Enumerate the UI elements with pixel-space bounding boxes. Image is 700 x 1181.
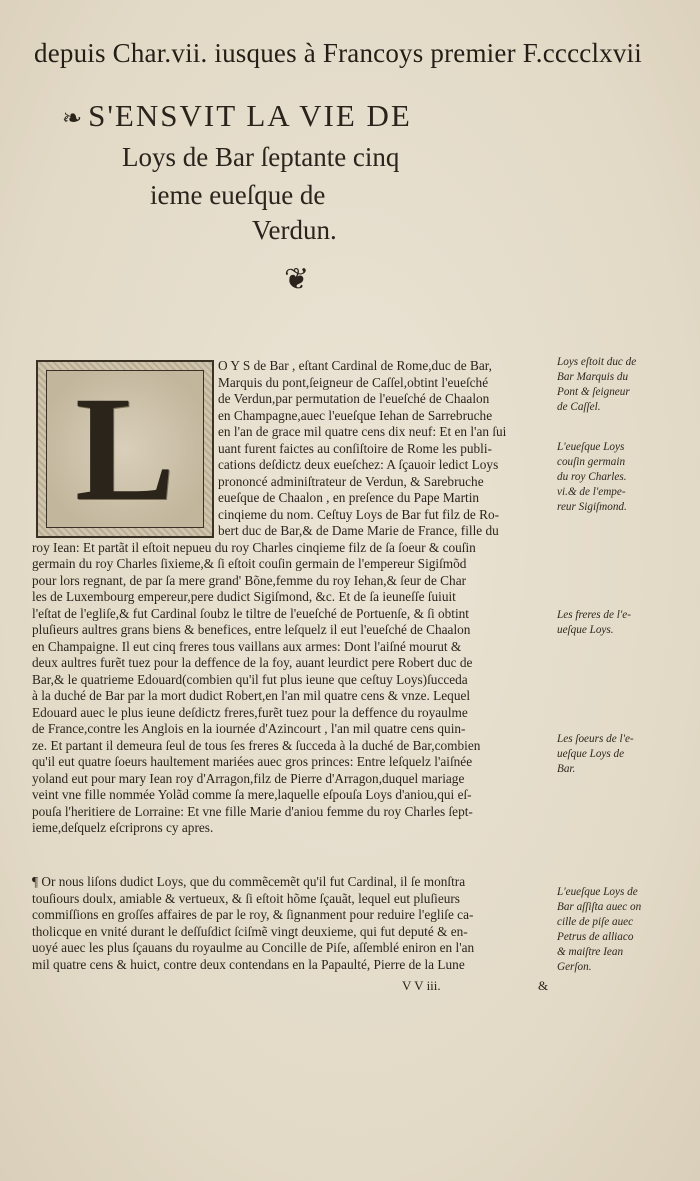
fleuron-icon: ❦ (284, 263, 310, 296)
text-line: prononcé adminiſtrateur de Verdun, & Sarebruche (218, 473, 484, 489)
text-line: mil quatre cens & huict, contre deux contendans en la Papaulté, Pierre de la Lune (32, 956, 465, 972)
text-line: les de Luxembourg empereur,pere dudict Sigiſmond, &c. Et de ſa ieuneſſe ſuiuit (32, 589, 456, 604)
chapter-title-line-4: Verdun. (252, 215, 337, 245)
note-line: Petrus de alliaco (557, 931, 634, 943)
text-line: uoyé auec les plus ſçauans du royaulme au Concille de Piſe, aſſemblé eniron en l'an (32, 940, 475, 955)
text-line: à la duché de Bar par la mort dudict Robert,en l'an mil quatre cens & vnze. Lequel (32, 688, 471, 703)
text-line: pouſa l'heritiere de Lorraine: Et vne fille Marie d'aniou femme du roy Charles ſept- (32, 803, 473, 819)
note-line: Les ſoeurs de l'e- (557, 733, 634, 745)
note-line: du roy Charles. (557, 471, 627, 483)
note-line: cille de piſe auec (557, 916, 634, 928)
text-line: pour lors regnant, de par ſa mere grand' Bõne,femme du roy Iehan,& ſeur de Char (32, 572, 467, 588)
text-line: en l'an de grace mil quatre cens dix neuf: Et en l'an ſui (218, 424, 507, 439)
text-beside-initial (218, 358, 506, 523)
note-line: L'eueſque Loys (557, 441, 625, 453)
text-line: germain du roy Charles ſixieme,& ſi eſtoit couſin germain de l'empereur Sigiſmõd (32, 556, 467, 571)
marginal-note (557, 732, 634, 777)
text-line: commiſſions en groſſes affaires de par le roy, & ſignanment pour reduire l'egliſe ca- (32, 907, 474, 922)
text-line: ze. Et partant il demeura ſeul de tous ſes freres & ſucceda à la duché de Bar,combien (32, 737, 481, 753)
note-line: L'eueſque Loys de (557, 886, 638, 898)
note-line: vi.& de l'empe- (557, 486, 626, 498)
text-line: Edouard auec le plus ieune deſdictz freres,furẽt tuez pour la deffence du royaulme (32, 704, 468, 720)
initial-letter: L (74, 366, 176, 532)
text-line: en Champaigne. Il eut cinq freres tous vaillans aux armes: Dont l'aiſné mourut & (32, 638, 462, 654)
paragraph-one (32, 523, 499, 837)
text-line: yoland eut pour mary Iean roy d'Arragon,filz de Pierre d'Arragon,duquel mariage (32, 770, 465, 786)
text-line: l'eſtat de l'egliſe,& fut Cardinal ſoubz le tiltre de l'eueſché de Portuenſe, & ſi obtint (32, 605, 469, 621)
note-line: reur Sigiſmond. (557, 501, 627, 513)
text-line: qu'il eut quatre ſoeurs haultement mariées auec gros princes: Entre leſquelz l'aiſnée (32, 754, 473, 769)
text-line: touſiours doulx, amiable & vertueux, & ſi eſtoit hõme ſçauãt, lequel eut pluſieurs (32, 890, 460, 906)
initial-frame (46, 366, 204, 532)
note-line: couſin germain (557, 456, 626, 468)
paragraph-two (32, 874, 474, 973)
text-line: Bar,& le quatrieme Edouard(combien qu'il fut plus ieune que ceſtuy Loys)ſucceda (32, 671, 468, 687)
chapter-title-line-2: Loys de Bar ſeptante cinq (122, 142, 400, 172)
note-line: Pont & ſeigneur (557, 386, 630, 398)
note-line: Loys eſtoit duc de (557, 356, 637, 368)
title-text-1: S'ENSVIT LA VIE DE (88, 98, 412, 133)
text-line: cinqieme du nom. Ceſtuy Loys de Bar fut filz de Ro- (218, 506, 500, 522)
marginal-note (557, 608, 631, 638)
note-line: de Caſſel. (557, 401, 601, 413)
text-line: cations deſdictz deux eueſchez: A ſçauoir ledict Loys (218, 457, 499, 472)
running-head: depuis Char.vii. iusques à Francoys premier F.cccclxvii (34, 38, 642, 68)
text-line: eueſque de Chaalon , en preſence du Pape Martin (218, 490, 480, 505)
note-line: Bar Marquis du (557, 371, 629, 383)
signature-mark: V V iii. (402, 978, 441, 993)
chapter-title-line-3: ieme eueſque de (150, 180, 326, 210)
note-line: & maiſtre Iean (557, 946, 624, 958)
text-line: pluſieurs aultres grans biens & benefices, entre leſquelz il eut l'eueſché de Chaalon (32, 622, 471, 637)
text-line: bert duc de Bar,& de Dame Marie de France, fille du (218, 523, 499, 538)
text-line: deux aultres furẽt tuez pour la deffence de la foy, auant leurdict pere Robert duc de (32, 655, 473, 670)
chapter-title-line-1 (62, 98, 412, 134)
text-line: ieme,deſquelz eſcriprons cy apres. (32, 820, 214, 835)
text-line: en Champagne,auec l'eueſque Iehan de Sarrebruche (218, 407, 493, 423)
marginal-note (557, 885, 641, 975)
catchword: & (538, 978, 549, 993)
text-line: ¶ Or nous liſons dudict Loys, que du commẽcemẽt qu'il fut Cardinal, il ſe monſtra (32, 874, 466, 889)
text-line: veint vne fille nommée Yolãd comme ſa mere,laquelle eſpouſa Loys d'aniou,qui eſ- (32, 787, 472, 802)
text-line: Marquis du pont,ſeigneur de Caſſel,obtint l'eueſché (218, 374, 489, 390)
marginal-note (557, 355, 636, 415)
marginal-note (557, 440, 627, 515)
text-line: de Verdun,par permutation de l'eueſché de Chaalon (218, 391, 490, 406)
text-line: roy Iean: Et partãt il eſtoit nepueu du roy Charles cinqieme filz de ſa ſoeur & couſin (32, 539, 476, 555)
text-line: de France,contre les Anglois en la iournée d'Azincourt , l'an mil quatre cens quin- (32, 721, 466, 736)
decorated-initial (36, 360, 214, 538)
note-line: Bar aſſiſta auec on (557, 901, 642, 913)
note-line: ueſque Loys. (557, 624, 614, 636)
text-line: uant furent faictes au conſiſtoire de Rome les publi- (218, 440, 492, 456)
text-line: tholicque en vnité durant le deſſuſdict ſciſmẽ vingt deuxieme, qui fut deputé & en- (32, 923, 468, 939)
note-line: ueſque Loys de (557, 748, 625, 760)
note-line: Les freres de l'e- (557, 609, 631, 621)
note-line: Bar. (557, 763, 576, 775)
note-line: Gerſon. (557, 961, 592, 973)
text-line: O Y S de Bar , eſtant Cardinal de Rome,duc de Bar, (218, 358, 492, 373)
ornament-icon: ❧ (62, 106, 85, 132)
